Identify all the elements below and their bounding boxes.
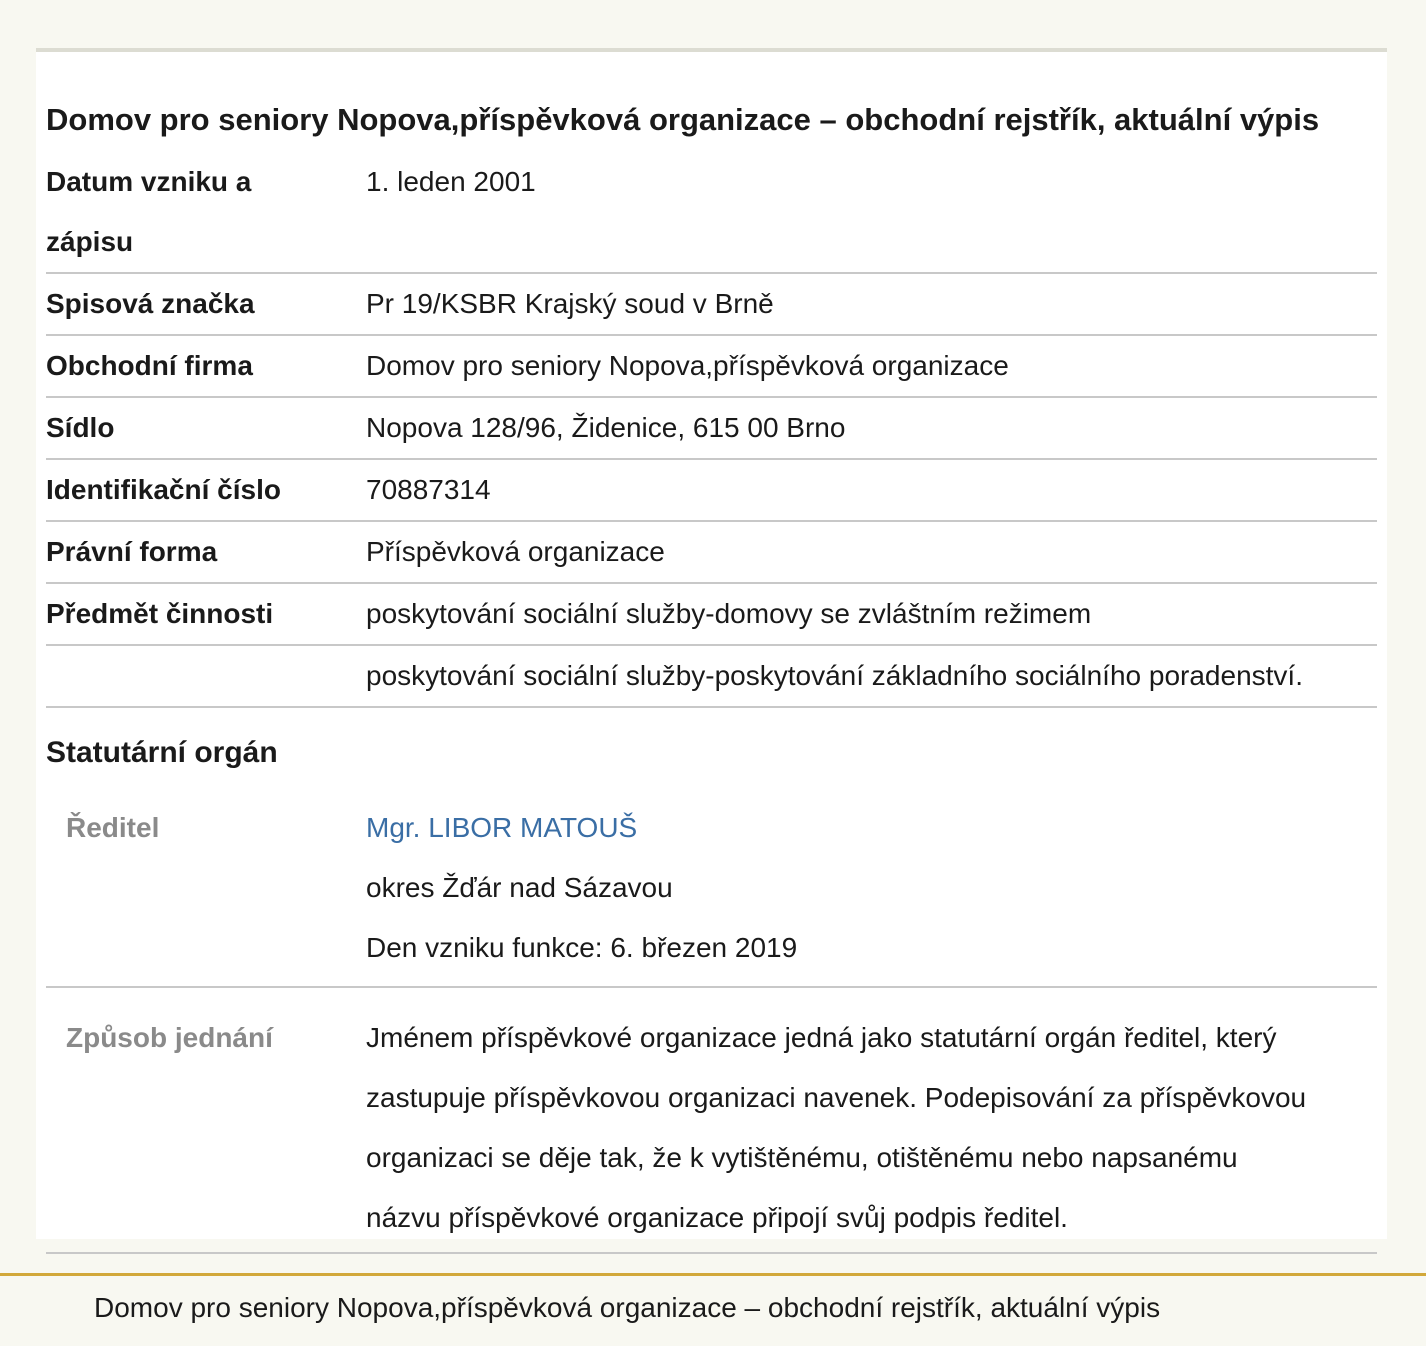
row-value: Nopova 128/96, Židenice, 615 00 Brno [366, 412, 846, 443]
conduct-label: Způsob jednání [66, 1022, 273, 1053]
row-value: poskytování sociální služby-poskytování základního sociálního poradenství. [366, 660, 1303, 691]
director-name-link[interactable]: Mgr. LIBOR MATOUŠ [366, 812, 638, 843]
row-id-number [46, 460, 1377, 522]
conduct-line: zastupuje příspěvkovou organizaci navenek. Podepisování za příspěvkovou [366, 1082, 1307, 1113]
row-legal-form [46, 522, 1377, 584]
row-value: Příspěvková organizace [366, 536, 665, 567]
row-label: Obchodní firma [46, 350, 253, 381]
footer [0, 1273, 1426, 1346]
conduct-text [366, 1008, 1377, 1248]
register-card [36, 48, 1387, 1239]
conduct-row [46, 988, 1377, 1254]
row-business-name [46, 336, 1377, 398]
row-founding-date [46, 152, 1377, 274]
statutory-heading: Statutární orgán [46, 736, 278, 769]
director-since: Den vzniku funkce: 6. březen 2019 [366, 932, 798, 963]
row-value: 1. leden 2001 [366, 166, 536, 197]
conduct-line: názvu příspěvkové organizace připojí svůj podpis ředitel. [366, 1202, 1068, 1233]
row-label: Sídlo [46, 412, 115, 443]
row-label [46, 152, 366, 272]
row-value: Domov pro seniory Nopova,příspěvková organizace [366, 350, 1009, 381]
row-seat [46, 398, 1377, 460]
director-details [366, 798, 1377, 986]
row-activity [46, 584, 1377, 646]
row-value: 70887314 [366, 474, 491, 505]
row-value: poskytování sociální služby-domovy se zvláštním režimem [366, 598, 1092, 629]
page-title: Domov pro seniory Nopova,příspěvková organizace – obchodní rejstřík, aktuální výpis [46, 102, 1320, 137]
row-label [46, 646, 366, 706]
row-label-line: zápisu [46, 226, 134, 257]
row-label: Spisová značka [46, 288, 255, 319]
row-label: Předmět činnosti [46, 598, 274, 629]
register-table [46, 152, 1377, 1254]
director-row [46, 798, 1377, 988]
director-label: Ředitel [66, 812, 160, 843]
row-value: Pr 19/KSBR Krajský soud v Brně [366, 288, 774, 319]
row-activity-continued [46, 646, 1377, 708]
row-label: Právní forma [46, 536, 218, 567]
row-file-number [46, 274, 1377, 336]
conduct-line: Jménem příspěvkové organizace jedná jako statutární orgán ředitel, který [366, 1022, 1277, 1053]
row-label: Identifikační číslo [46, 474, 281, 505]
footer-title: Domov pro seniory Nopova,příspěvková organizace – obchodní rejstřík, aktuální výpis [94, 1292, 1161, 1323]
director-district: okres Žďár nad Sázavou [366, 872, 673, 903]
row-label-line: Datum vzniku a [46, 166, 252, 197]
conduct-line: organizaci se děje tak, že k vytištěnému, otištěnému nebo napsanému [366, 1142, 1238, 1173]
